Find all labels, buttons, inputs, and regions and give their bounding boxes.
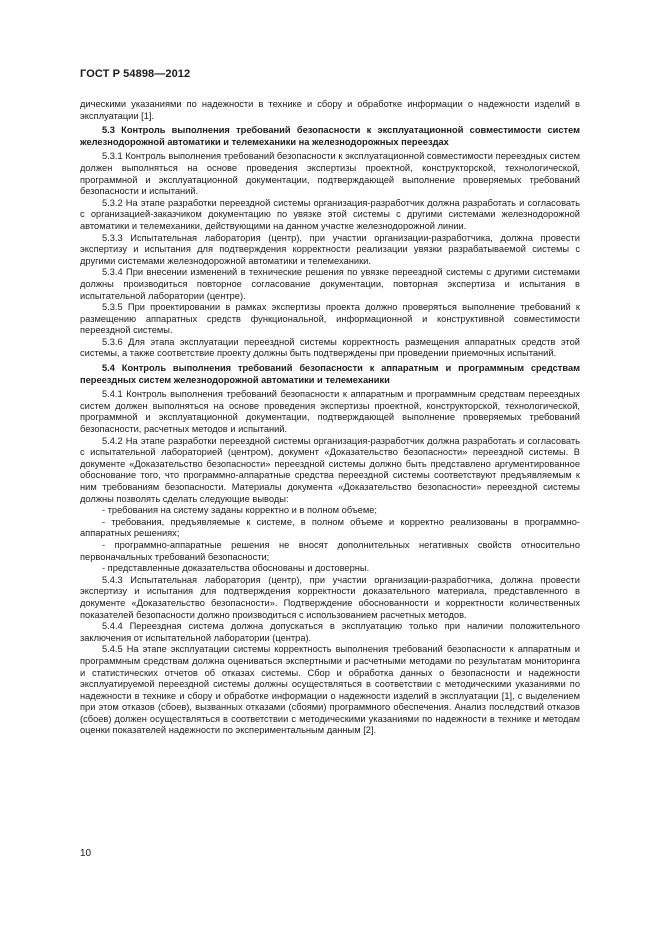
section-heading-5-4: 5.4 Контроль выполнения требований безопасности к аппаратным и программным средствам переездных систем железнодорожной автоматики и телемеханики: [80, 363, 580, 385]
paragraph-5-3-1: 5.3.1 Контроль выполнения требований безопасности к эксплуатационной совместимости переездных систем должен выполняться на основе проведения экспертизы проектной, конструкторской, технологической, программной и эксплуатационной документации, подтверждающей выполнение проверяемых требований безопасности и испытаний.: [80, 151, 580, 197]
list-item: - программно-аппаратные решения не вносят дополнительных негативных свойств относительно первоначальных требований безопасности;: [80, 539, 580, 562]
paragraph-5-4-2: 5.4.2 На этапе разработки переездной системы организация-разработчик должна разработать и согласовать с испытательной лабораторией (центром), документ «Доказательство безопасности» переездной системы. В документе «Доказательство безопасности» переездной системы должно быть представлено аргументированное обоснование того, что программно-аппаратные средства переездной системы соответствуют предъявляемым к ним требованиям безопасности. Материалы документа «Доказательство безопасности» переездной системы должны позволять сделать следующие выводы:: [80, 435, 580, 504]
paragraph-5-4-3: 5.4.3 Испытательная лаборатория (центр), при участии организации-разработчика, должна провести экспертизу и испытания для подтверждения корректности доказательного материала, представленного в документе «Доказательство безопасности». Подтверждение обоснованности и корректности количественных показателей безопасности должно производиться с использованием расчетных методов.: [80, 574, 580, 620]
paragraph-5-3-5: 5.3.5 При проектировании в рамках экспертизы проекта должно проверяться выполнение требований к размещению аппаратных средств функциональной, информационной и конструктивной совместимости переездной системы.: [80, 302, 580, 336]
paragraph-5-4-5: 5.4.5 На этапе эксплуатации системы корректность выполнения требований безопасности к аппаратным и программным средствам должна оцениваться экспертными и расчетными методами по результатам мониторинга и статистических отчетов об отказах системы. Сбор и обработка данных о безопасности и надежности эксплуатируемой переездной системы должны осуществляться в соответствии с методическими указаниями по надежности в технике и сбору и обработке информации о надежности изделий в эксплуатации [1], с выделением при этом отказов (сбоев), вызванных отказами (сбоями) программного обеспечения. Анализ последствий отказов (сбоев) должен осуществляться в соответствии с методическими указаниями по надежности в технике и методам оценки показателей надежности по экспериментальным данным [2].: [80, 644, 580, 736]
section-heading-5-3: 5.3 Контроль выполнения требований безопасности к эксплуатационной совместимости систем железнодорожной автоматики и телемеханики на железнодорожных переездах: [80, 125, 580, 147]
list-item: - представленные доказательства обоснованы и достоверны.: [102, 563, 370, 574]
paragraph-5-3-2: 5.3.2 На этапе разработки переездной системы организация-разработчик должна разработать и согласовать с организацией-заказчиком документацию по увязке этой системы с другими системами железнодорожной автоматики и телемеханики, действующими на данном участке железнодорожной линии.: [80, 197, 580, 231]
paragraph-5-3-3: 5.3.3 Испытательная лаборатория (центр), при участии организации-разработчика, должна провести экспертизу и испытания для подтверждения корректности реализации увязки разрабатываемой системы с другими системами железнодорожной автоматики и телемеханики.: [80, 232, 580, 266]
paragraph-5-3-6: 5.3.6 Для этапа эксплуатации переездной системы корректность размещения аппаратных средств этой системы, а также соответствие проекту должны быть подтверждены при проведении приемочных испытаний.: [80, 336, 580, 359]
list-item: - требования на систему заданы корректно и в полном объеме;: [102, 505, 377, 516]
page-number: 10: [80, 848, 92, 859]
paragraph-5-3-4: 5.3.4 При внесении изменений в технические решения по увязке переездной системы с другими системами должны производиться повторное согласование документации, повторная экспертиза и испытания в испытательной лаборатории (центре).: [80, 267, 580, 301]
document-header: ГОСТ Р 54898—2012: [80, 68, 191, 80]
paragraph-5-4-1: 5.4.1 Контроль выполнения требований безопасности к аппаратным и программным средствам переездных систем должен выполняться на основе проведения экспертизы проектной, конструкторской, технологической, программной и эксплуатационной документации, подтверждающей выполнение проверяемых требований безопасности, расчетных методов и испытаний.: [80, 389, 580, 435]
paragraph-5-4-4: 5.4.4 Переездная система должна допускаться в эксплуатацию только при наличии положительного заключения от испытательной лаборатории (центра).: [80, 621, 580, 643]
document-body: [80, 99, 580, 737]
paragraph-continuation: дическими указаниями по надежности в технике и сбору и обработке информации о надежности изделий в эксплуатации [1].: [80, 99, 580, 121]
list-item: - требования, предъявляемые к системе, в полном объеме и корректно реализованы в программно-аппаратных решениях;: [80, 516, 580, 539]
